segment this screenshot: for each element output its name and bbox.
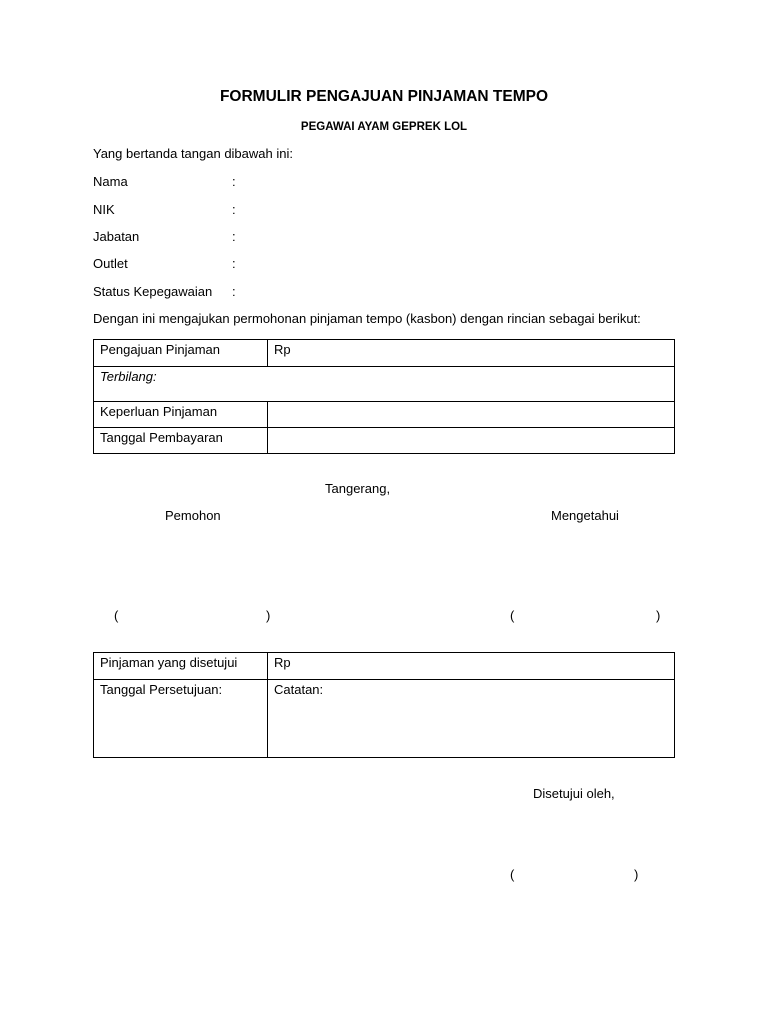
terbilang-label: Terbilang: (94, 367, 675, 402)
field-colon: : (232, 256, 236, 271)
signature-place: Tangerang, (325, 481, 391, 496)
field-label-nama: Nama (93, 174, 128, 189)
approval-notes-label: Catatan: (268, 680, 675, 758)
table-row (94, 367, 675, 402)
field-colon: : (232, 284, 236, 299)
field-colon: : (232, 174, 236, 189)
approval-table (93, 652, 675, 758)
tanggal-pembayaran-value (268, 428, 675, 454)
field-label-status: Status Kepegawaian (93, 284, 213, 299)
field-label-jabatan: Jabatan (93, 229, 140, 244)
pengajuan-label: Pengajuan Pinjaman (94, 340, 268, 367)
tanggal-pembayaran-label: Tanggal Pembayaran (94, 428, 268, 454)
table-row (94, 340, 675, 367)
form-title: FORMULIR PENGAJUAN PINJAMAN TEMPO (219, 88, 549, 105)
approved-by-label: Disetujui oleh, (533, 786, 615, 801)
approved-amount-value: Rp (268, 653, 675, 680)
acknowledger-close-paren: ) (656, 608, 661, 623)
approval-date-label: Tanggal Persetujuan: (94, 680, 268, 758)
intro-text: Yang bertanda tangan dibawah ini: (93, 146, 293, 161)
applicant-open-paren: ( (114, 608, 119, 623)
approved-amount-label: Pinjaman yang disetujui (94, 653, 268, 680)
table-row (94, 402, 675, 428)
field-colon: : (232, 229, 236, 244)
approver-close-paren: ) (634, 867, 639, 882)
approver-open-paren: ( (510, 867, 515, 882)
keperluan-value (268, 402, 675, 428)
field-label-outlet: Outlet (93, 256, 128, 271)
acknowledger-open-paren: ( (510, 608, 515, 623)
table-row (94, 653, 675, 680)
field-colon: : (232, 202, 236, 217)
applicant-label: Pemohon (165, 508, 221, 523)
field-label-nik: NIK (93, 202, 115, 217)
form-subtitle: PEGAWAI AYAM GEPREK LOL (300, 121, 468, 133)
table-row (94, 680, 675, 758)
loan-table (93, 339, 675, 454)
request-text: Dengan ini mengajukan permohonan pinjaman tempo (kasbon) dengan rincian sebagai berikut: (93, 311, 641, 326)
acknowledger-label: Mengetahui (551, 508, 619, 523)
table-row (94, 428, 675, 454)
keperluan-label: Keperluan Pinjaman (94, 402, 268, 428)
pengajuan-value: Rp (268, 340, 675, 367)
applicant-close-paren: ) (266, 608, 271, 623)
